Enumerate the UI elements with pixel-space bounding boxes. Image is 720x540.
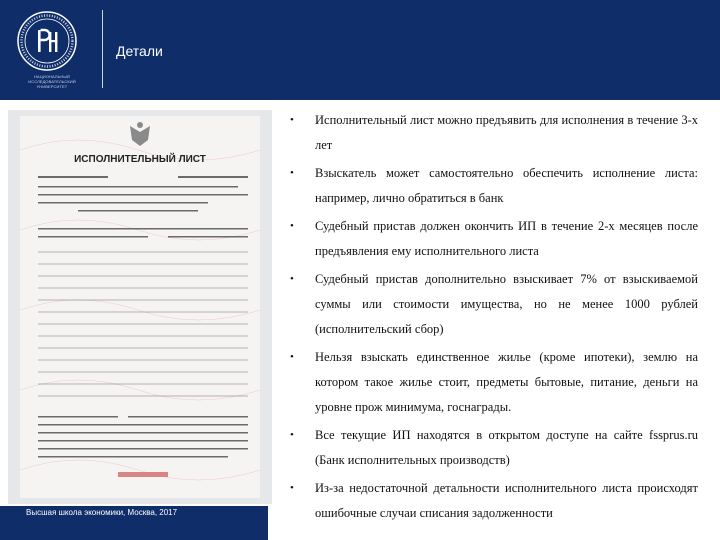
bullet-icon: • bbox=[290, 114, 294, 126]
writ-heading: ИСПОЛНИТЕЛЬНЫЙ ЛИСТ bbox=[74, 154, 206, 165]
bullet-icon: • bbox=[290, 482, 294, 494]
page-title: Детали bbox=[116, 43, 163, 59]
header-bar bbox=[0, 0, 720, 100]
list-item bbox=[288, 161, 698, 211]
list-item bbox=[288, 267, 698, 342]
bullet-icon: • bbox=[290, 429, 294, 441]
bullet-icon: • bbox=[290, 273, 294, 285]
bullet-text: Из-за недостаточной детальности исполнительного листа происходят ошибочные случаи списания задолженности bbox=[315, 481, 698, 520]
list-item bbox=[288, 423, 698, 473]
serial-number-stamp bbox=[118, 472, 168, 477]
bullet-text: Исполнительный лист можно предъявить для исполнения в течение 3-х лет bbox=[315, 113, 698, 152]
bullet-text: Все текущие ИП находятся в открытом доступе на сайте fssprus.ru (Банк исполнительных производств) bbox=[315, 428, 698, 467]
bullet-icon: • bbox=[290, 351, 294, 363]
hse-logo-icon bbox=[16, 10, 78, 72]
bullet-text: Судебный пристав должен окончить ИП в течение 2-х месяцев после предъявления ему исполнительного листа bbox=[315, 219, 698, 258]
logo-caption: НАЦИОНАЛЬНЫЙ ИССЛЕДОВАТЕЛЬСКИЙ УНИВЕРСИТЕТ bbox=[28, 74, 76, 89]
footer-text: Высшая школа экономики, Москва, 2017 bbox=[26, 508, 178, 517]
bullet-text: Судебный пристав дополнительно взыскивает 7% от взыскиваемой суммы или стоимости имущества, но не менее 1000 рублей (исполнительский сбор) bbox=[315, 272, 698, 336]
bullet-text: Нельзя взыскать единственное жилье (кроме ипотеки), землю на котором такое жилье стоит, предметы бытовые, питание, деньги на уровне прож минимума, госнаграды. bbox=[315, 350, 698, 414]
bullet-list bbox=[288, 108, 698, 529]
list-item bbox=[288, 345, 698, 420]
header-divider bbox=[102, 10, 103, 88]
bullet-text: Взыскатель может самостоятельно обеспечить исполнение листа: например, лично обратиться в банк bbox=[315, 166, 698, 205]
list-item bbox=[288, 108, 698, 158]
writ-of-execution-image bbox=[8, 110, 272, 504]
list-item bbox=[288, 214, 698, 264]
bullet-icon: • bbox=[290, 167, 294, 179]
bullet-icon: • bbox=[290, 220, 294, 232]
list-item bbox=[288, 476, 698, 526]
